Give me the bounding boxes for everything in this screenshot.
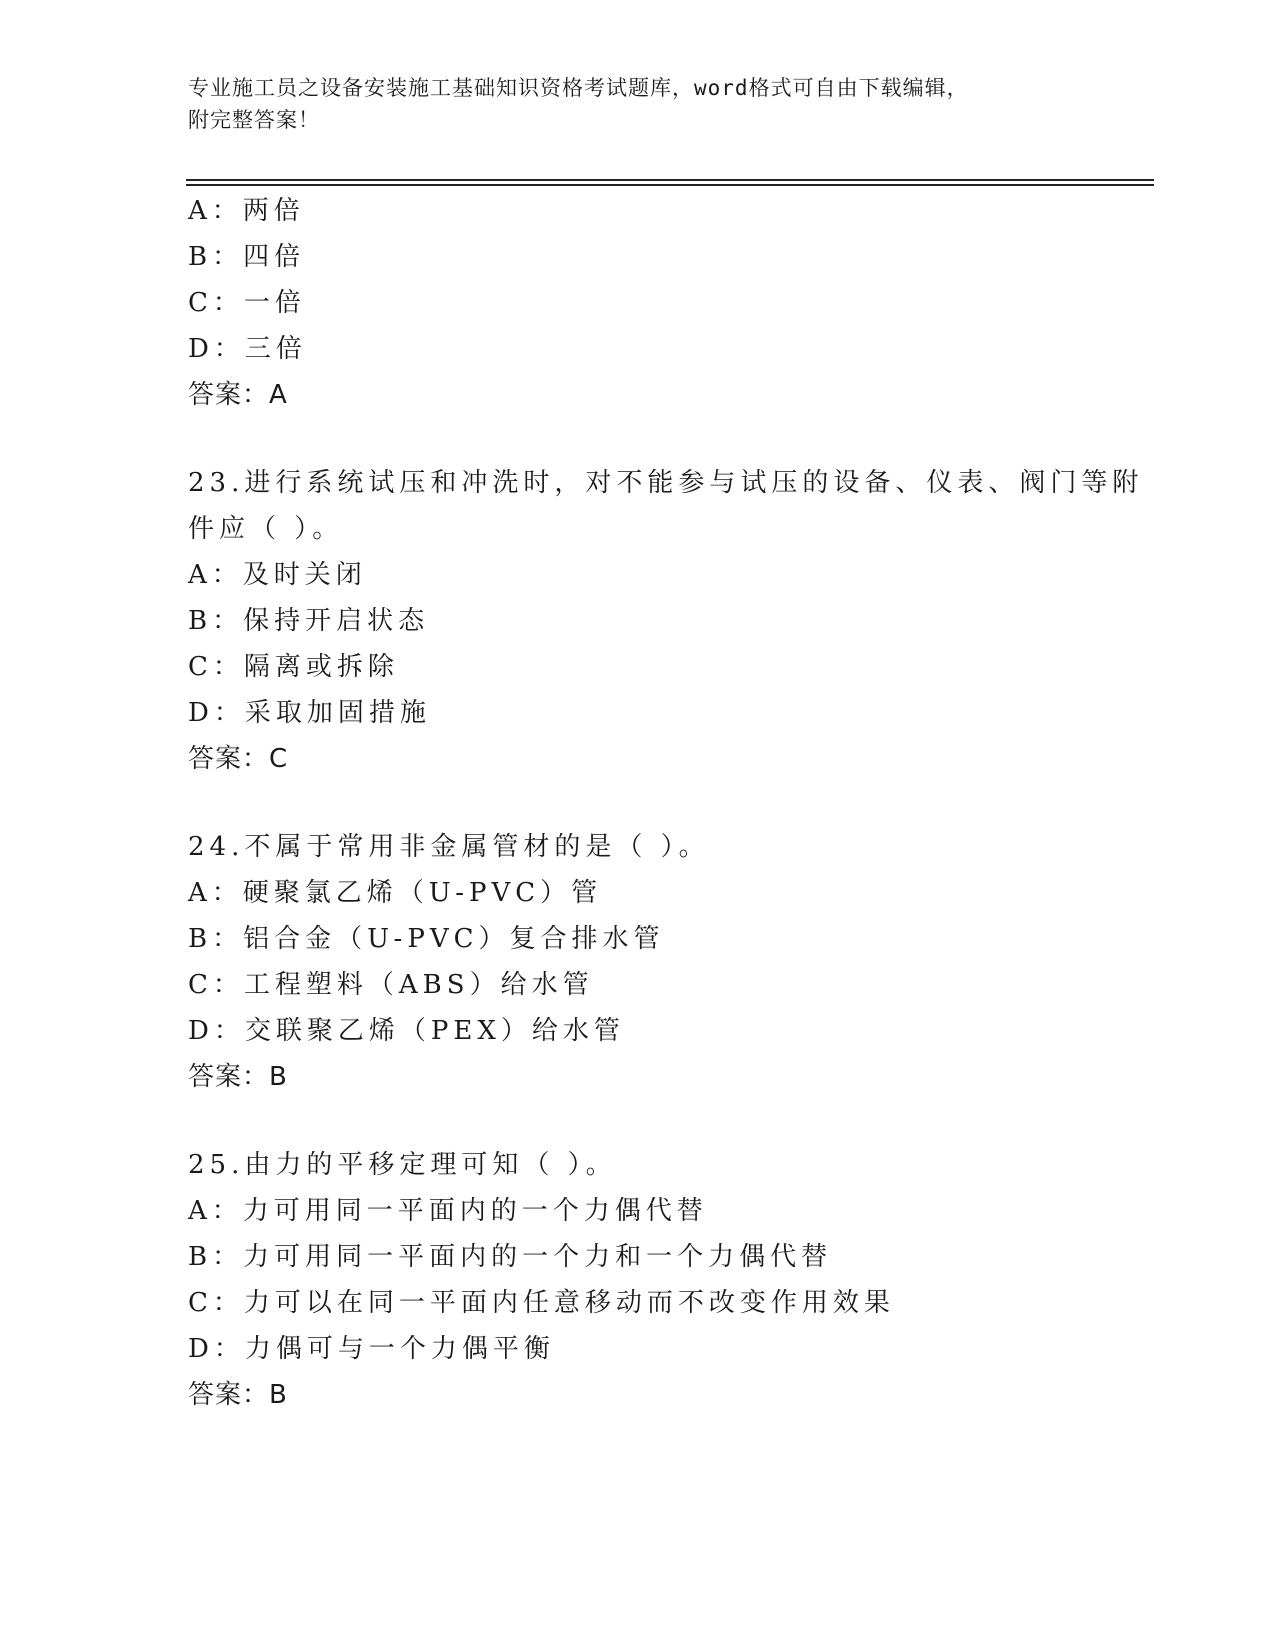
question-block-24 xyxy=(188,824,1088,1100)
question-spacer xyxy=(188,782,1088,824)
header-title-line-1: 专业施工员之设备安装施工基础知识资格考试题库，word格式可自由下载编辑， xyxy=(188,76,969,100)
answer: 答案：B xyxy=(188,1062,288,1092)
option-b: B：保持开启状态 xyxy=(188,606,430,636)
question-list xyxy=(188,188,1144,1418)
question-spacer xyxy=(188,1100,1088,1142)
option-b: B：力可用同一平面内的一个力和一个力偶代替 xyxy=(188,1242,833,1272)
header-title-line-2: 附完整答案！ xyxy=(188,108,320,132)
option-a: A：两倍 xyxy=(188,196,305,226)
answer: 答案：B xyxy=(188,1380,288,1410)
option-d: D：采取加固措施 xyxy=(188,698,431,728)
question-block-23 xyxy=(188,460,1144,782)
option-b: B：铝合金（U-PVC）复合排水管 xyxy=(188,924,665,954)
answer: 答案：C xyxy=(188,744,289,774)
option-a: A：硬聚氯乙烯（U-PVC）管 xyxy=(188,878,603,908)
header-divider-bottom xyxy=(186,184,1154,186)
header-divider-top xyxy=(186,179,1154,181)
question-stem: 23.进行系统试压和冲洗时，对不能参与试压的设备、仪表、阀门等附 xyxy=(188,468,1144,498)
question-stem-continued: 件应（ ）。 xyxy=(188,514,344,544)
option-c: C：一倍 xyxy=(188,288,306,318)
question-stem: 25.由力的平移定理可知（ ）。 xyxy=(188,1150,617,1180)
option-c: C：力可以在同一平面内任意移动而不改变作用效果 xyxy=(188,1288,895,1318)
document-header xyxy=(188,72,1068,136)
option-c: C：隔离或拆除 xyxy=(188,652,399,682)
option-a: A：力可用同一平面内的一个力偶代替 xyxy=(188,1196,708,1226)
option-d: D：三倍 xyxy=(188,334,307,364)
option-d: D：交联聚乙烯（PEX）给水管 xyxy=(188,1016,625,1046)
question-stem: 24.不属于常用非金属管材的是（ ）。 xyxy=(188,832,710,862)
option-d: D：力偶可与一个力偶平衡 xyxy=(188,1334,555,1364)
answer: 答案：A xyxy=(188,380,288,410)
option-a: A：及时关闭 xyxy=(188,560,367,590)
option-c: C：工程塑料（ABS）给水管 xyxy=(188,970,594,1000)
option-b: B：四倍 xyxy=(188,242,306,272)
question-block-carryover xyxy=(188,188,1088,418)
question-block-25 xyxy=(188,1142,1088,1418)
question-spacer xyxy=(188,418,1088,460)
